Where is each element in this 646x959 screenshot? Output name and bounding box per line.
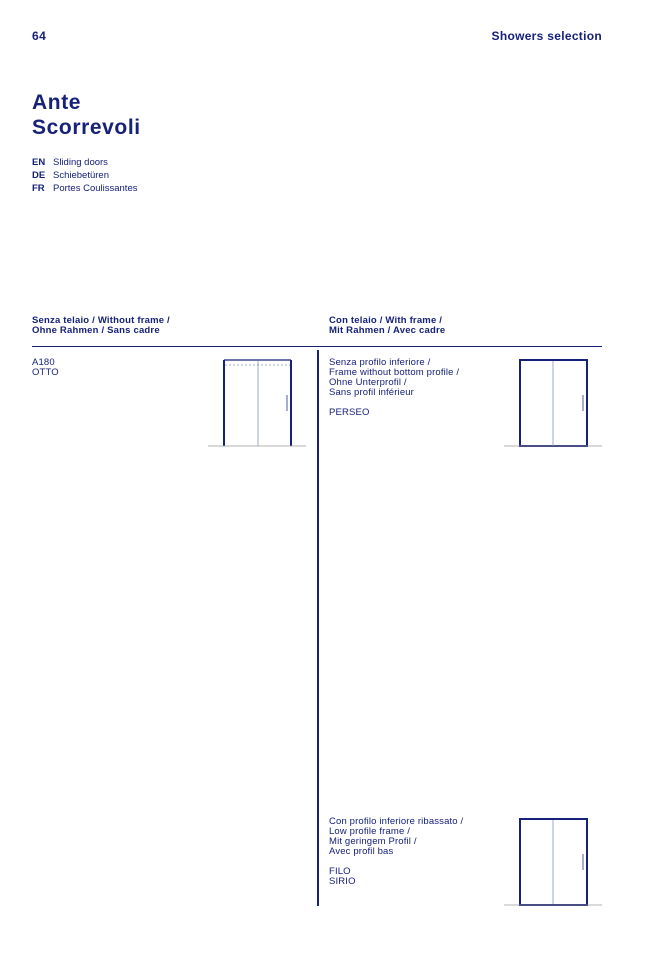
lang-text: Schiebetüren (53, 170, 109, 181)
description-line: Con profilo inferiore ribassato / (329, 816, 464, 827)
description-line: Low profile frame / (329, 826, 410, 837)
column-heading-frameless (32, 316, 170, 336)
sliding-door-framed-icon (504, 357, 602, 449)
lang-code: EN (32, 157, 46, 168)
title-line-2: Scorrevoli (32, 116, 141, 139)
section-title: Showers selection (491, 29, 602, 43)
description-line: Mit geringem Profil / (329, 836, 417, 847)
page-number: 64 (32, 29, 47, 43)
translations-list (32, 156, 137, 195)
description-line: Avec profil bas (329, 846, 394, 857)
sliding-door-frameless-icon (208, 357, 306, 449)
description-line: Ohne Unterprofil / (329, 377, 407, 388)
model-name: OTTO (32, 367, 59, 378)
description-line: Senza profilo inferiore / (329, 357, 431, 368)
translation-en (32, 156, 137, 169)
lang-text: Sliding doors (53, 157, 108, 168)
lang-text: Portes Coulissantes (53, 183, 138, 194)
heading-line: Mit Rahmen / Avec cadre (329, 325, 446, 336)
page-title (32, 90, 141, 140)
translation-de (32, 169, 137, 182)
description-line: Frame without bottom profile / (329, 367, 460, 378)
low-profile-block (329, 817, 463, 887)
column-heading-framed (329, 316, 445, 336)
model-name: FILO (329, 866, 351, 877)
no-bottom-profile-block (329, 358, 459, 418)
model-name: PERSEO (329, 407, 370, 418)
heading-line: Senza telaio / Without frame / (32, 315, 170, 326)
sliding-door-low-profile-icon (504, 816, 602, 908)
frameless-models (32, 358, 59, 378)
lang-code: DE (32, 170, 46, 181)
heading-line: Ohne Rahmen / Sans cadre (32, 325, 160, 336)
translation-fr (32, 182, 137, 195)
column-divider (317, 350, 319, 906)
description-line: Sans profil inférieur (329, 387, 414, 398)
lang-code: FR (32, 183, 45, 194)
model-name: SIRIO (329, 876, 356, 887)
model-name: A180 (32, 357, 55, 368)
title-line-1: Ante (32, 91, 82, 114)
heading-line: Con telaio / With frame / (329, 315, 443, 326)
header-divider (32, 346, 602, 347)
